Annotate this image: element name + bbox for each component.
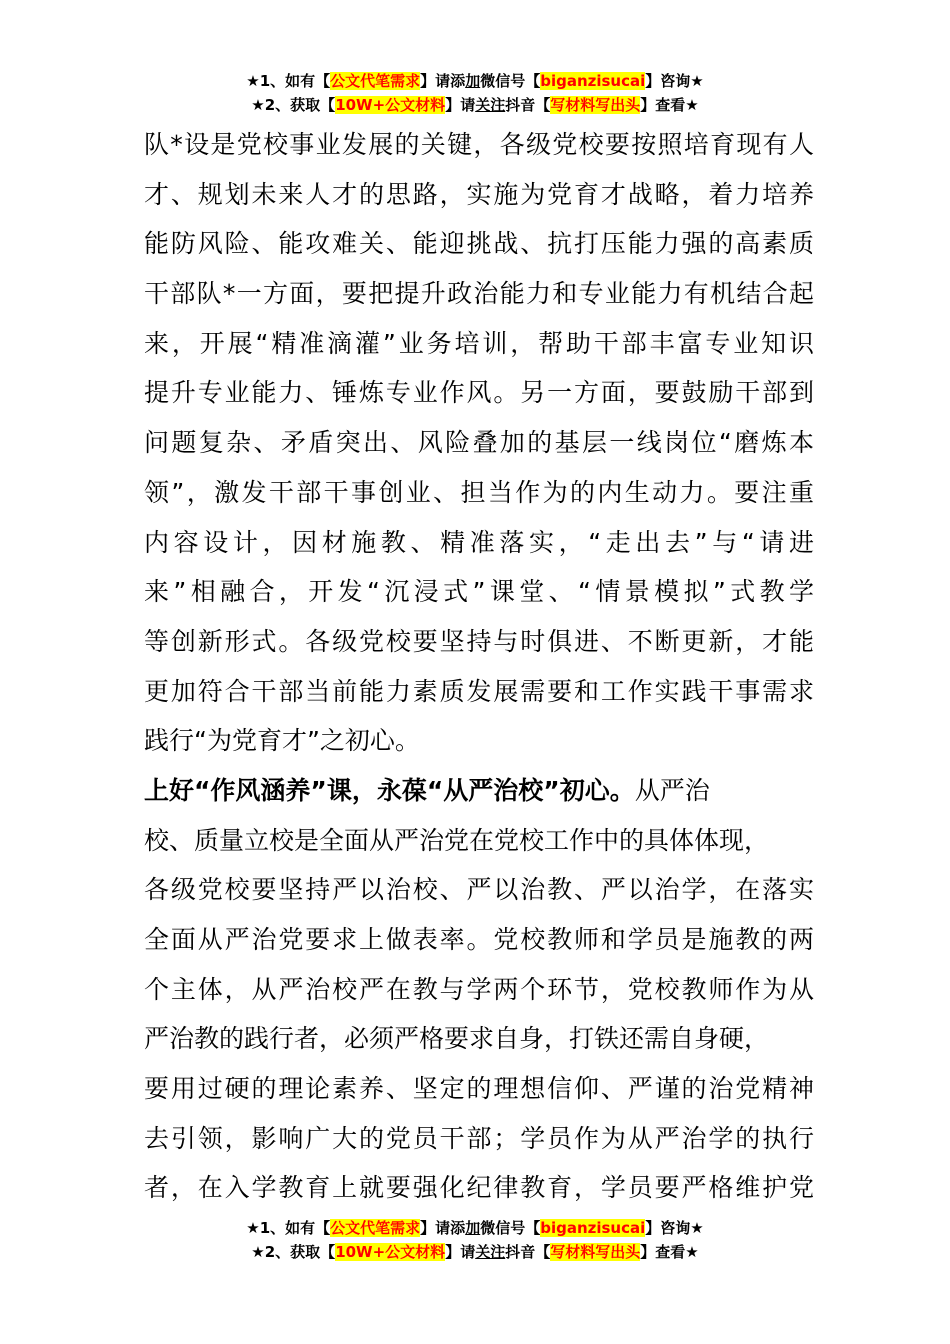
body-line: 个主体，从严治校严在教与学两个环节，党校教师作为从 (144, 974, 814, 1004)
promo-line-1-emph: 加 (465, 1219, 481, 1237)
body-line: 队*设是党校事业发展的关键，各级党校要按照培育现有人 (144, 130, 814, 159)
promo-line-1-prefix: ★1、如有【 (246, 72, 331, 90)
body-line: 各级党校要坚持严以治校、严以治教、严以治学，在落实 (144, 875, 814, 905)
section-heading: 上好“作风涵养”课，永葆“从严治校”初心。 (144, 775, 635, 805)
promo-line-1-suffix: 】咨询★ (645, 72, 704, 90)
body-line: 来”相融合，开发“沉浸式”课堂、“情景模拟”式教学 (144, 577, 814, 607)
section-heading-line (144, 766, 814, 816)
body-line: 更加符合干部当前能力素质发展需要和工作实践干事需求 (144, 676, 814, 706)
promo-line-1-middle-a: 】请添 (420, 72, 466, 90)
promo-highlight-wechat-id: biganzisucai (540, 1219, 646, 1237)
promo-highlight-materials: 10W+公文材料 (335, 96, 446, 114)
body-line: 等创新形式。各级党校要坚持与时俱进、不断更新，才能 (144, 626, 814, 656)
promo-line-2 (0, 93, 950, 117)
promo-line-1-middle-b: 微信号【 (480, 1219, 541, 1237)
body-line: 能防风险、能攻难关、能迎挑战、抗打压能力强的高素质 (144, 229, 814, 259)
promo-line-1-suffix: 】咨询★ (645, 1219, 704, 1237)
body-line: 践行“为党育才”之初心。 (144, 726, 420, 756)
promo-line-2-middle-a: 】请 (445, 1243, 476, 1261)
promo-highlight-douyin: 写材料写出头 (550, 1243, 641, 1261)
body-line: 提升专业能力、锤炼专业作风。另一方面，要鼓励干部到 (144, 378, 814, 408)
promo-highlight-service: 公文代笔需求 (330, 72, 421, 90)
promo-highlight-materials: 10W+公文材料 (335, 1243, 446, 1261)
promo-highlight-wechat-id: biganzisucai (540, 72, 646, 90)
promo-line-2-prefix: ★2、获取【 (251, 1243, 336, 1261)
body-line: 要用过硬的理论素养、坚定的理想信仰、严谨的治党精神 (144, 1074, 814, 1104)
promo-line-2-middle-a: 】请 (445, 96, 476, 114)
promo-line-2-middle-b: 抖音【 (505, 96, 551, 114)
body-line: 问题复杂、矛盾突出、风险叠加的基层一线岗位“磨炼本 (144, 428, 814, 458)
body-line: 来，开展“精准滴灌”业务培训，帮助干部丰富专业知识 (144, 328, 814, 358)
promo-line-2-emph: 关注 (475, 1243, 506, 1261)
promo-line-2-suffix: 】查看★ (640, 96, 699, 114)
promo-line-1-middle-b: 微信号【 (480, 72, 541, 90)
body-line: 去引领，影响广大的党员干部；学员作为从严治学的执行 (144, 1123, 814, 1153)
body-line: 领”，激发干部干事创业、担当作为的内生动力。要注重 (144, 477, 814, 507)
body-line: 内容设计，因材施教、精准落实，“走出去”与“请进 (144, 527, 814, 557)
section-heading-continuation: 从严治 (634, 775, 710, 805)
promo-highlight-service: 公文代笔需求 (330, 1219, 421, 1237)
promo-footer-bottom (0, 1216, 950, 1264)
promo-line-1 (0, 69, 950, 93)
promo-highlight-douyin: 写材料写出头 (550, 96, 641, 114)
body-line: 者，在入学教育上就要强化纪律教育，学员要严格维护党 (144, 1173, 814, 1203)
promo-line-1 (0, 1216, 950, 1240)
body-line: 全面从严治党要求上做表率。党校教师和学员是施教的两 (144, 925, 814, 954)
promo-header-top (0, 69, 950, 117)
body-line: 严治教的践行者，必须严格要求自身，打铁还需自身硬， (144, 1024, 770, 1054)
promo-line-1-emph: 加 (465, 72, 481, 90)
promo-line-2-middle-b: 抖音【 (505, 1243, 551, 1261)
promo-line-1-prefix: ★1、如有【 (246, 1219, 331, 1237)
promo-line-2 (0, 1240, 950, 1264)
promo-line-1-middle-a: 】请添 (420, 1219, 466, 1237)
body-line: 校、质量立校是全面从严治党在党校工作中的具体体现， (144, 825, 770, 855)
document-body (144, 120, 814, 1213)
body-line: 才、规划未来人才的思路，实施为党育才战略，着力培养 (144, 179, 814, 209)
body-line: 干部队*一方面，要把提升政治能力和专业能力有机结合起 (144, 279, 814, 309)
promo-line-2-prefix: ★2、获取【 (251, 96, 336, 114)
promo-line-2-suffix: 】查看★ (640, 1243, 699, 1261)
promo-line-2-emph: 关注 (475, 96, 506, 114)
